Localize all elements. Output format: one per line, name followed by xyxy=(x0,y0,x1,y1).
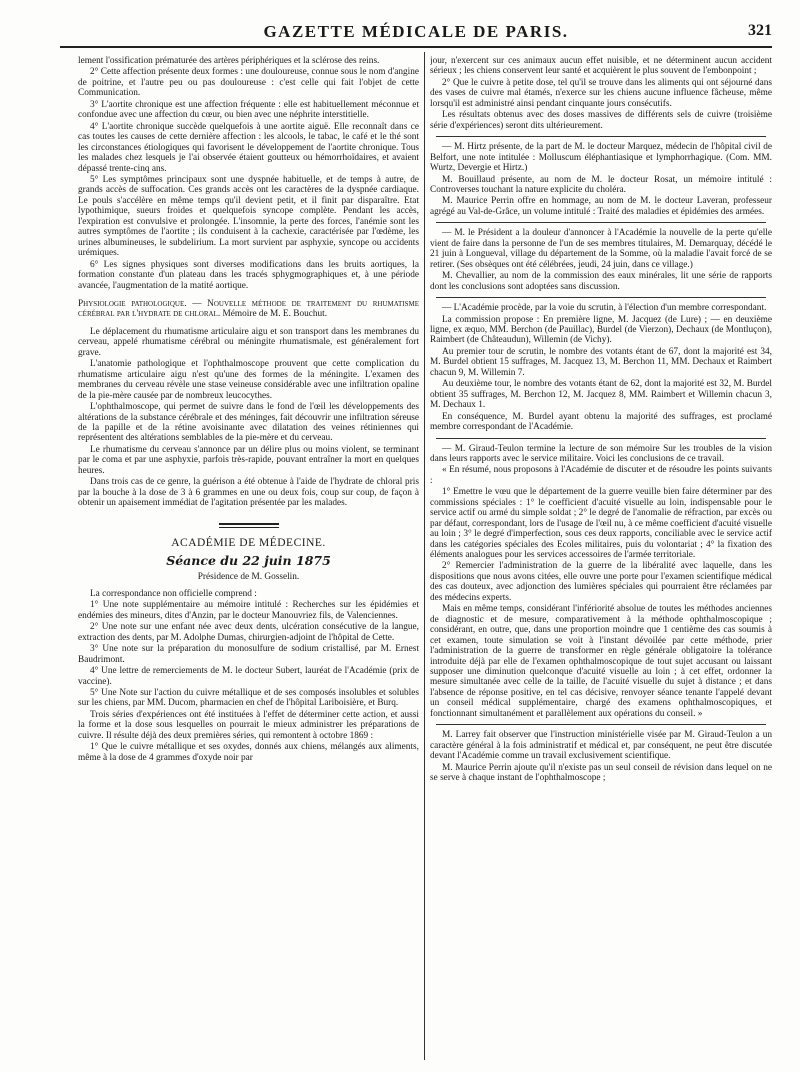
column-divider xyxy=(424,52,425,1060)
paragraph: 2° Remercier l'administration de la guerre de la libéralité avec laquelle, dans les dispositions que nous avons citées, elle ouvre une porte pour l'examen scientifique médical des cas douteux, avec adjonction des lumières spéciales qui pourraient être réclamées par des médecins experts. xyxy=(430,561,772,603)
paragraph: M. Chevallier, au nom de la commission des eaux minérales, lit une série de rapports dont les conclusions sont adoptées sans discussion. xyxy=(430,271,772,292)
section-heading xyxy=(78,299,419,320)
paragraph: 3° Une note sur la préparation du monosulfure de sodium cristallisé, par M. Ernest Baudrimont. xyxy=(78,644,419,665)
paragraph: 5° Une Note sur l'action du cuivre métallique et de ses composés insolubles et solubles sur les chiens, par MM. Ducom, pharmacien en chef de l'hôpital Lariboisière, et Burq. xyxy=(78,688,419,709)
page-number: 321 xyxy=(748,22,772,39)
paragraph: — L'Académie procède, par la voie du scrutin, à l'élection d'un membre correspondant. xyxy=(442,303,767,314)
session-heading: Séance du 22 juin 1875 xyxy=(166,553,331,569)
paragraph: La correspondance non officielle comprend : xyxy=(90,588,257,599)
paragraph: « En résumé, nous proposons à l'Académie de discuter et de résoudre les points suivants : xyxy=(430,465,772,486)
paragraph: Le rhumatisme du cerveau s'annonce par un délire plus ou moins violent, se terminant par le coma et par une asphyxie, parfois très-rapide, pouvant entraîner la mort en quelques heures. xyxy=(78,444,419,476)
academy-heading: ACADÉMIE DE MÉDECINE. xyxy=(171,536,326,549)
paragraph: M. Maurice Perrin offre en hommage, au nom de M. le docteur Laveran, professeur agrégé au Val-de-Grâce, un volume intitulé : Traité des maladies et épidémies des armées. xyxy=(430,196,772,217)
paragraph: 4° Une lettre de remerciements de M. le docteur Subert, lauréat de l'Académie (prix de vaccine). xyxy=(78,666,419,687)
rule xyxy=(436,136,766,137)
paragraph: Le déplacement du rhumatisme articulaire aigu et son transport dans les membranes du cerveau, appelé rhumatisme cérébral ou méningite rhumatismale, est généralement fort grave. xyxy=(78,326,419,358)
paragraph: 3° L'aortite chronique est une affection fréquente : elle est habituellement méconnue et confondue avec une affection du cœur, ou bien avec une néphrite interstitielle. xyxy=(78,99,419,121)
paragraph: 2° Une note sur une enfant née avec deux dents, ulcération consécutive de la langue, extraction des dents, par M. Adolphe Dumas, chirurgien-adjoint de l'hôpital de Cette. xyxy=(78,622,419,643)
journal-title: GAZETTE MÉDICALE DE PARIS. xyxy=(263,22,569,41)
paragraph: 2° Cette affection présente deux formes : une douloureuse, connue sous le nom d'angine de poitrine, et l'autre peu ou pas douloureuse : c'est celle qui fait l'objet de cette Communication. xyxy=(78,67,419,99)
rule xyxy=(436,724,766,725)
section-author: Mémoire de M. E. Bouchut. xyxy=(220,309,328,320)
paragraph: Au deuxième tour, le nombre des votants étant de 62, dont la majorité est 32, M. Burdel obtient 35 suffrages, M. Berchon 12, M. Jacquez 8, MM. Raimbert et Willemin chacun 3, M. Dechaux 1. xyxy=(430,379,772,411)
presidency-line: Présidence de M. Gosselin. xyxy=(197,572,300,583)
paragraph: Dans trois cas de ce genre, la guérison a été obtenue à l'aide de l'hydrate de chloral pris par la bouche à la dose de 3 à 6 grammes en une ou deux fois, coup sur coup, de façon à obtenir un apaisement immédiat de l'agitation présentée par les malades. xyxy=(78,477,419,509)
paragraph: jour, n'exercent sur ces animaux aucun effet nuisible, et ne déterminent aucun accident sérieux ; les chiens conservent leur santé et acquièrent le plus souvent de l'embonpoint ; xyxy=(430,56,772,77)
paragraph: — M. le Président a la douleur d'annoncer à l'Académie la nouvelle de la perte qu'elle vient de faire dans la personne de l'un de ses membres titulaires, M. Demarquay, décédé le 21 juin à Longueval, village du département de la Somme, où la maladie l'avait forcé de se retirer. (Ses obsèques ont été célébrées, jeudi, 24 juin, dans ce village.) xyxy=(430,228,772,270)
rule xyxy=(436,297,766,298)
paragraph: — M. Giraud-Teulon termine la lecture de son mémoire Sur les troubles de la vision dans leurs rapports avec le service militaire. Voici les conclusions de ce travail. xyxy=(430,443,772,464)
section-label: Physiologie pathologique. xyxy=(78,298,187,309)
left-column xyxy=(78,56,419,1062)
paragraph: 1° Emettre le vœu que le département de la guerre veuille bien faire déterminer par des commissions spéciales : 1° le coefficient d'acuité visuelle au loin, indispensable pour le service actif ou armé du simple soldat ; 2° le degré de l'anomalie de réfraction, par excès ou par défaut, correspondant, lors de l'usage de l'œil nu, à ce même coefficient d'acuité visuelle au loin ; 3° le degré d'imperfection, sous ces deux rapports, conciliable avec le service actif dans les catégories spéciales des Ecoles militaires, puis du volontariat ; 4° la fixation des éléments analogues pour les services accessoires de l'armée territoriale. xyxy=(430,487,772,561)
paragraph: — M. Hirtz présente, de la part de M. le docteur Marquez, médecin de l'hôpital civil de Belfort, une note intitulée : Molluscum éléphantiasique et lymphorrhagique. (Com. MM. Wurtz, Devergie et Hirtz.) xyxy=(430,142,772,174)
paragraph: M. Bouillaud présente, au nom de M. le docteur Rosat, un mémoire intitulé : Controverses touchant la nature explicite du choléra. xyxy=(430,174,772,195)
paragraph: 2° Que le cuivre à petite dose, tel qu'il se trouve dans les aliments qui ont séjourné dans des vases de cuivre mal étamés, n'exerce sur les chiens aucune influence fâcheuse, même lorsqu'il est administré ainsi pendant cinquante jours consécutifs. xyxy=(430,77,772,109)
paragraph: 6° Les signes physiques sont diverses modifications dans les bruits aortiques, la formation constante d'un plateau dans les tracés sphygmographiques et, à une période avancée, l'augmentation de la matité aortique. xyxy=(78,259,419,291)
paragraph: L'anatomie pathologique et l'ophthalmoscope prouvent que cette complication du rhumatisme articulaire aigu n'est qu'une des formes de la méningite. L'examen des membranes du cerveau révèle une stase veineuse considérable avec une infiltration opaline de la pie-mère causée par de nombreux leucocythes. xyxy=(78,359,419,401)
paragraph: M. Larrey fait observer que l'instruction ministérielle visée par M. Giraud-Teulon a un caractère général à la fois administratif et médical et, par conséquent, ne peut être discutée devant l'Académie comme un travail exclusivement scientifique. xyxy=(430,730,772,762)
paragraph: Mais en même temps, considérant l'infériorité absolue de toutes les méthodes anciennes de diagnostic et de mesure, comparativement à la méthode ophthalmoscopique ; considérant, en outre, que, dans une proportion moindre que 1 centième des cas soumis à cet examen, toute simulation se voit à l'instant dévoilée par cette méthode, prier l'administration de la guerre de transformer en règle générale obligatoire la tolérance introduite déjà par elle de l'examen ophthalmoscopique de tout sujet accusant ou laissant supposer une diminution quelconque d'acuité visuelle au loin ; à cet effet, ordonner la mesure simultanée avec celle de la taille, de l'acuité visuelle du sujet à distance ; et dans l'absence de réponse positive, en tel cas décisive, renvoyer séance tenante l'appelé devant un conseil médical supplémentaire, chargé des examens ophthalmoscopiques, et fonctionnant simultanément et parallèlement aux opérations du conseil. » xyxy=(430,604,772,719)
paragraph: L'ophthalmoscope, qui permet de suivre dans le fond de l'œil les développements des altérations de la substance cérébrale et des méninges, fait découvrir une infiltration séreuse de la papille et de la rétine avoisinante avec dilatation des veines rétiniennes qui représentent des altérations semblables de la pie-mère et du cerveau. xyxy=(78,402,419,444)
section-title: — Nouvelle méthode de traitement du rhumatisme cérébral par l'hydrate de chloral. xyxy=(78,298,419,320)
right-column xyxy=(430,56,772,1062)
page-header xyxy=(60,22,772,48)
paragraph: 4° L'aortite chronique succède quelquefois à une aortite aiguë. Elle reconnaît dans ce cas toutes les causes de cette dernière affection : les alcools, le tabac, le café et le thé sont les circonstances étiologiques qui favorisent le développement de l'aortite chronique. Tous les malades chez lesquels je l'ai observée étaient goutteux ou hémorrhoïdaires, et avaient dépassé trente-cinq ans. xyxy=(78,121,419,174)
paragraph: Au premier tour de scrutin, le nombre des votants étant de 67, dont la majorité est 34, M. Burdel obtient 15 suffrages, M. Jacquez 13, M. Berchon 11, MM. Dechaux et Raimbert chacun 9, M. Willemin 7. xyxy=(430,346,772,378)
paragraph: 5° Les symptômes principaux sont une dyspnée habituelle, et de temps à autre, de grands accès de suffocation. Ces grands accès ont les caractères de la dyspnée cardiaque. Le pouls s'accélère en même temps qu'il devient petit, et il finit par disparaître. Etat lypothimique, sueurs froides et quelquefois syncope complète. Pendant les accès, l'expiration est convulsive et prolongée. L'insomnie, la perte des forces, l'anémie sont les autres symptômes de l'aortite ; ils conduisent à la cachexie, caractérisée par l'œdème, les urines albumineuses, le subdelirium. La mort survient par asphyxie, syncope ou accidents urémiques. xyxy=(78,174,419,259)
rule xyxy=(436,438,766,439)
paragraph: lement l'ossification prématurée des artères périphériques et la sclérose des reins. xyxy=(78,56,380,66)
paragraph: Trois séries d'expériences ont été instituées à l'effet de déterminer cette action, et aussi la forme et la dose sous lesquelles on pourrait le mieux administrer les préparations de cuivre. Il résulte déjà des deux premières séries, qui remontent à octobre 1869 : xyxy=(78,709,419,741)
paragraph: 1° Une note supplémentaire au mémoire intitulé : Recherches sur les épidémies et endémies des mineurs, dites d'Anzin, par le docteur Manouvriez fils, de Valenciennes. xyxy=(78,600,419,621)
paragraph: Les résultats obtenus avec des doses massives de différents sels de cuivre (troisième série d'expériences) seront dits ultérieurement. xyxy=(430,110,772,131)
paragraph: 1° Que le cuivre métallique et ses oxydes, donnés aux chiens, mélangés aux aliments, même à la dose de 4 grammes d'oxyde noir par xyxy=(78,742,419,763)
paragraph: En conséquence, M. Burdel ayant obtenu la majorité des suffrages, est proclamé membre correspondant de l'Académie. xyxy=(430,411,772,433)
rule xyxy=(436,222,766,223)
paragraph: La commission propose : En première ligne, M. Jacquez (de Lure) ; — en deuxième ligne, ex æquo, MM. Berchon (de Pauillac), Burdel (de Vierzon), Dechaux (de Montluçon), Raimbert (de Châteaudun), Willemin (de Vichy). xyxy=(430,314,772,346)
paragraph: M. Maurice Perrin ajoute qu'il n'existe pas un seul conseil de révision dans lequel on ne se serve à chaque instant de l'ophthalmoscope ; xyxy=(430,762,772,784)
section-separator xyxy=(219,523,279,528)
